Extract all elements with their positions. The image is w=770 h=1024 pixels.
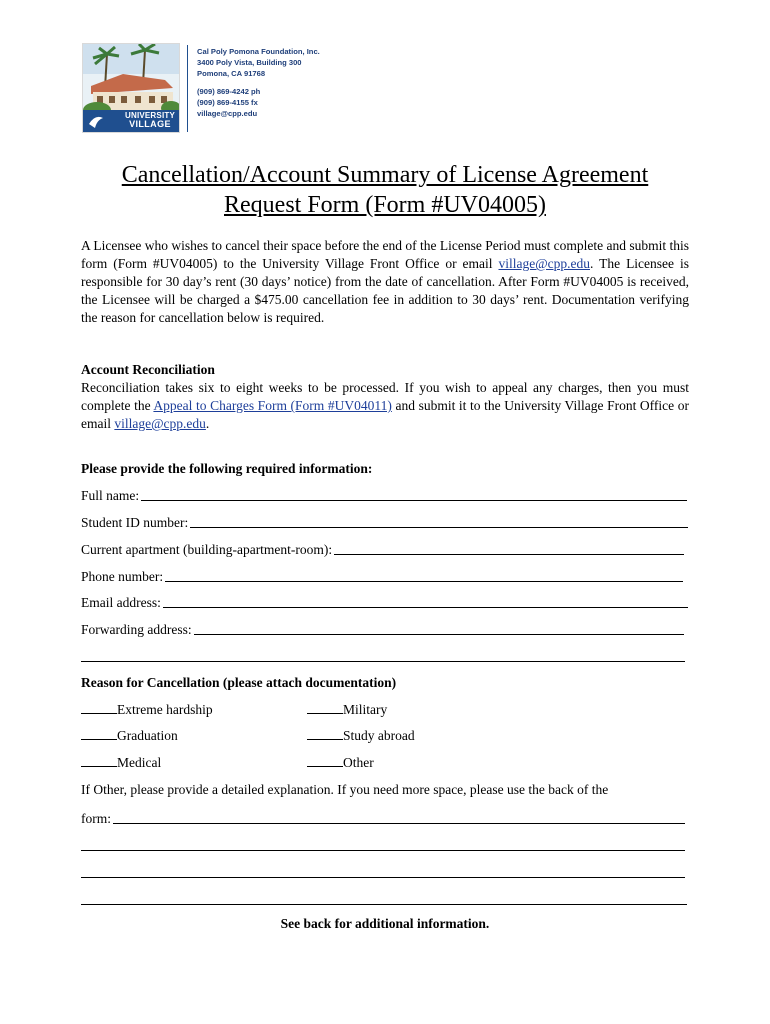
study-abroad-label: Study abroad (343, 728, 415, 743)
other-explanation-note: If Other, please provide a detailed explanation. If you need more space, please use the back of the (81, 782, 609, 797)
intro-text-2: . The Licensee is responsible for 30 day’s rent (30 days’ notice) from the date of cancellation. After Form #UV04005 is received, the Licensee will be charged a $475.00 cancellation fee in addition to 30 days’ rent. Documentation verifying the reason for cancellation below is required. (81, 256, 690, 325)
fax-number: (909) 869-4155 fx (197, 98, 258, 107)
contact-block (197, 46, 320, 119)
apartment-line[interactable] (334, 554, 684, 555)
military-label: Military (343, 702, 388, 717)
study-abroad-blank[interactable] (307, 727, 343, 740)
footer-note: See back for additional information. (280, 916, 490, 931)
phone-field[interactable] (81, 566, 683, 586)
logo-wordmark (125, 111, 175, 129)
forwarding-line[interactable] (194, 634, 684, 635)
option-other[interactable] (307, 754, 374, 772)
title-line1: Cancellation/Account Summary of License Agreement (121, 162, 649, 188)
medical-blank[interactable] (81, 754, 117, 767)
explanation-line2[interactable] (81, 850, 685, 851)
email-line[interactable] (163, 607, 688, 608)
option-graduation[interactable] (81, 727, 178, 745)
email-link[interactable]: village@cpp.edu (498, 256, 591, 271)
apartment-label: Current apartment (building-apartment-room): (81, 542, 333, 557)
reason-heading: Reason for Cancellation (please attach documentation) (81, 675, 397, 690)
graduation-blank[interactable] (81, 727, 117, 740)
option-extreme-hardship[interactable] (81, 701, 213, 719)
org-name: Cal Poly Pomona Foundation, Inc. (197, 47, 320, 56)
recon-text-2: and submit it to the University Village Front Office or email (81, 398, 689, 431)
option-military[interactable] (307, 701, 387, 719)
student-id-line[interactable] (190, 527, 688, 528)
explanation-line3[interactable] (81, 877, 685, 878)
other-blank[interactable] (307, 754, 343, 767)
intro-paragraph (81, 237, 689, 327)
appeal-form-link[interactable]: Appeal to Charges Form (Form #UV04011) (153, 398, 392, 413)
header-divider (187, 45, 188, 132)
recon-text-3: . (205, 416, 210, 431)
contact-email: village@cpp.edu (197, 109, 258, 118)
apartment-field[interactable] (81, 539, 684, 559)
phone-line[interactable] (165, 581, 683, 582)
logo-line2: VILLAGE (129, 119, 171, 129)
full-name-line[interactable] (141, 500, 687, 501)
forwarding-label: Forwarding address: (81, 622, 192, 637)
recon-text-1: Reconciliation takes six to eight weeks to be processed. If you wish to appeal any charges, then you must complete the (81, 380, 689, 413)
explanation-field[interactable] (81, 808, 685, 828)
option-medical[interactable] (81, 754, 161, 772)
other-label: Other (343, 755, 374, 770)
phone-number: (909) 869-4242 ph (197, 87, 261, 96)
form-label: form: (81, 811, 111, 826)
explanation-line4[interactable] (81, 904, 687, 905)
address-line2: Pomona, CA 91768 (197, 69, 266, 78)
hardship-label: Extreme hardship (117, 702, 213, 717)
medical-label: Medical (117, 755, 162, 770)
graduation-label: Graduation (117, 728, 178, 743)
phone-label: Phone number: (81, 569, 164, 584)
hardship-blank[interactable] (81, 701, 117, 714)
military-blank[interactable] (307, 701, 343, 714)
logo-line1: UNIVERSITY (124, 111, 175, 120)
university-village-logo (82, 43, 180, 133)
email-field[interactable] (81, 592, 688, 612)
required-info-heading: Please provide the following required information: (81, 461, 373, 476)
explanation-line1[interactable] (113, 823, 685, 824)
title-line2: Request Form (Form #UV04005) (224, 192, 546, 218)
student-id-label: Student ID number: (81, 515, 189, 530)
full-name-field[interactable] (81, 485, 687, 505)
recon-email-link[interactable]: village@cpp.edu (114, 416, 206, 431)
full-name-label: Full name: (81, 488, 140, 503)
reconciliation-heading: Account Reconciliation (81, 362, 215, 377)
email-label: Email address: (81, 595, 161, 610)
option-study-abroad[interactable] (307, 727, 415, 745)
intro-text-1: A Licensee who wishes to cancel their space before the end of the License Period must complete and submit this form (Form #UV04005) to the University Village Front Office or email (81, 238, 689, 271)
page-title (80, 160, 690, 220)
forwarding-address-line2[interactable] (81, 661, 685, 662)
reconciliation-paragraph (81, 379, 689, 433)
address-line1: 3400 Poly Vista, Building 300 (197, 58, 302, 67)
student-id-field[interactable] (81, 512, 688, 532)
forwarding-address-field[interactable] (81, 619, 684, 639)
